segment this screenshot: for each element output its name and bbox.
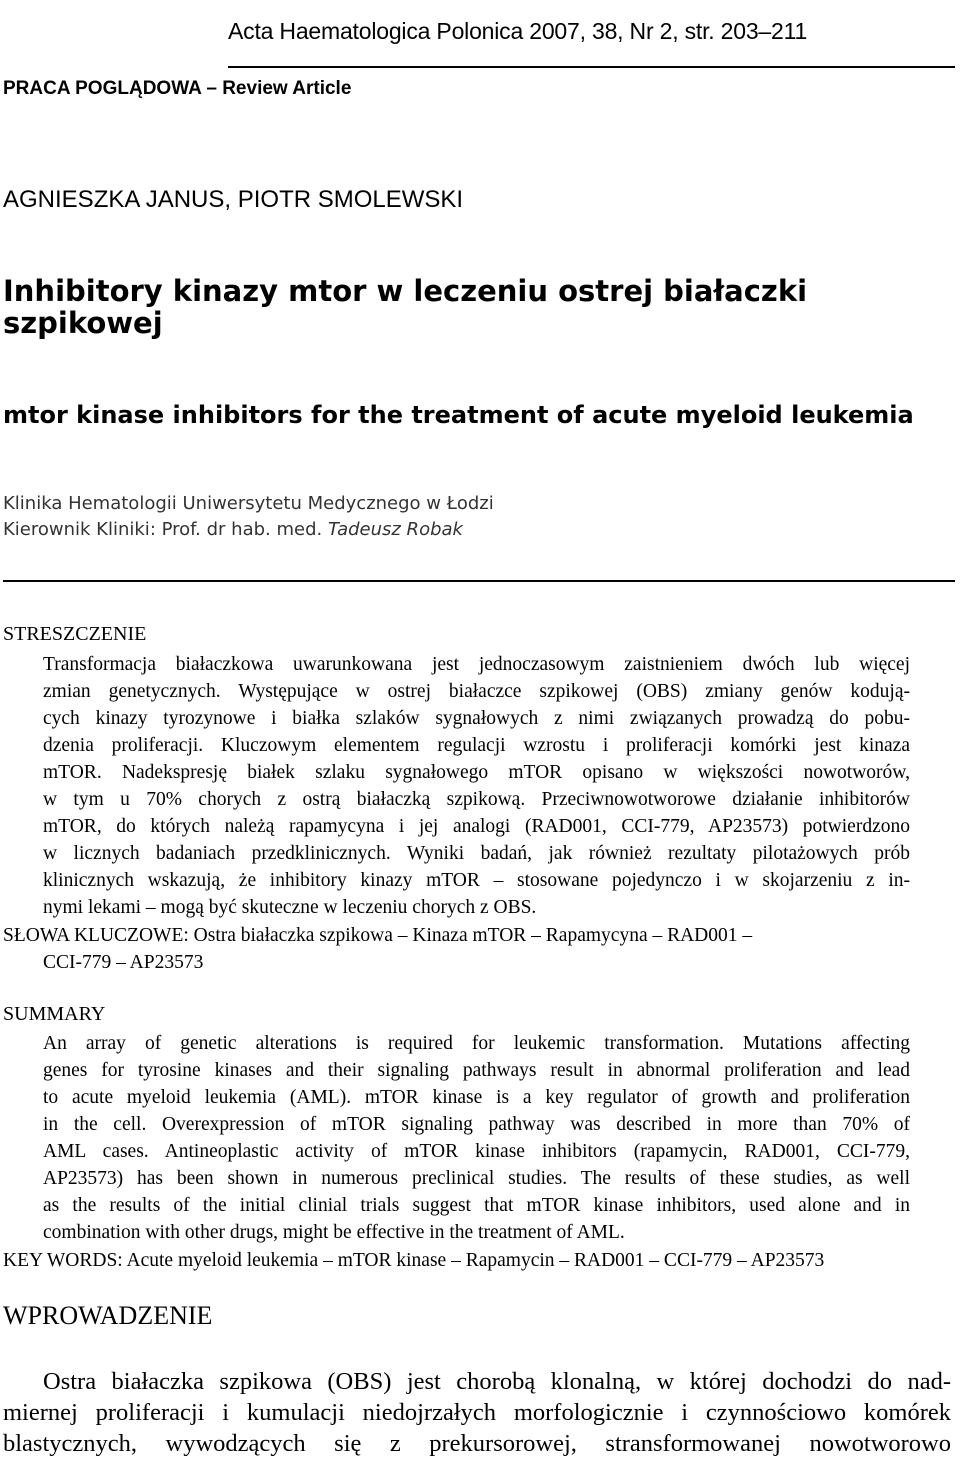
introduction-line: blastycznych, wywodzących się z prekursorowej, stransformowanej nowotworowo	[3, 1430, 951, 1457]
streszczenie-line: dzenia proliferacji. Kluczowym elementem regulacji wzrostu i proliferacji komórki jest kinaza	[43, 735, 910, 756]
keywords-polish	[3, 922, 752, 949]
affiliation-institution: Klinika Hematologii Uniwersytetu Medycznego w Łodzi	[3, 493, 494, 514]
journal-citation: Acta Haematologica Polonica 2007, 38, Nr 2, str. 203–211	[228, 18, 808, 44]
keywords-english	[3, 1247, 824, 1274]
summary-line: as the results of the initial clinial trials suggest that mTOR kinase inhibitors, used alone and in	[43, 1195, 910, 1216]
introduction-line: Ostra białaczka szpikowa (OBS) jest chorobą klonalną, w której dochodzi do nad-	[43, 1368, 951, 1395]
keywords-english-label: KEY WORDS	[3, 1250, 118, 1271]
streszczenie-line: w tym u 70% chorych z ostrą białaczką szpikową. Przeciwnowotworowe działanie inhibitorów	[43, 789, 910, 810]
streszczenie-line: nymi lekami – mogą być skuteczne w leczeniu chorych z OBS.	[43, 897, 537, 918]
streszczenie-body	[43, 651, 910, 921]
introduction-heading: WPROWADZENIE	[3, 1301, 213, 1330]
title-polish: Inhibitory kinazy mtor w leczeniu ostrej białaczki szpikowej	[3, 274, 808, 340]
article-type: PRACA POGLĄDOWA – Review Article	[3, 78, 352, 99]
streszczenie-line: zmian genetycznych. Występujące w ostrej białaczce szpikowej (OBS) zmiany genów kodują-	[43, 681, 910, 702]
keywords-polish-label: SŁOWA KLUCZOWE	[3, 925, 184, 946]
affiliation-rule	[3, 580, 955, 582]
summary-line: to acute myeloid leukemia (AML). mTOR kinase is a key regulator of growth and proliferation	[43, 1087, 910, 1108]
introduction-body	[3, 1366, 951, 1459]
streszczenie-line: Transformacja białaczkowa uwarunkowana jest jednoczasowym zaistnieniem dwóch lub więcej	[43, 654, 910, 675]
streszczenie-line: klinicznych wskazują, że inhibitory kinazy mTOR – stosowane pojedynczo i w skojarzeniu z in-	[43, 870, 910, 891]
keywords-english-text: : Acute myeloid leukemia – mTOR kinase – Rapamycin – RAD001 – CCI-779 – AP23573	[117, 1250, 825, 1271]
affiliation-head-prefix: Kierownik Kliniki: Prof. dr hab. med.	[3, 519, 328, 540]
summary-line: An array of genetic alterations is required for leukemic transformation. Mutations affecting	[43, 1033, 910, 1054]
streszczenie-line: mTOR, do których należą rapamycyna i jej analogi (RAD001, CCI-779, AP23573) potwierdzono	[43, 816, 910, 837]
summary-line: combination with other drugs, might be effective in the treatment of AML.	[43, 1222, 625, 1243]
keywords-polish-text: : Ostra białaczka szpikowa – Kinaza mTOR – Rapamycyna – RAD001 –	[183, 925, 753, 946]
summary-body	[43, 1030, 910, 1246]
keywords-polish-continued: CCI-779 – AP23573	[43, 952, 204, 973]
summary-heading: SUMMARY	[3, 1003, 106, 1025]
affiliation	[3, 491, 494, 543]
affiliation-head-name: Tadeusz Robak	[327, 519, 463, 540]
streszczenie-line: cych kinazy tyrozynowe i białka szlaków sygnałowych z nimi związanych prowadzą do pobu-	[43, 708, 910, 729]
summary-line: AML cases. Antineoplastic activity of mTOR kinase inhibitors (rapamycin, RAD001, CCI-779,	[43, 1141, 910, 1162]
authors: AGNIESZKA JANUS, PIOTR SMOLEWSKI	[3, 186, 464, 213]
affiliation-head	[3, 517, 494, 543]
streszczenie-line: mTOR. Nadekspresję białek szlaku sygnałowego mTOR opisano w większości nowotworów,	[43, 762, 910, 783]
introduction-line: miernej proliferacji i kumulacji niedojrzałych morfologicznie i czynnościowo komórek	[3, 1399, 951, 1426]
streszczenie-heading: STRESZCZENIE	[3, 623, 147, 645]
header-rule	[228, 66, 955, 68]
title-english: mtor kinase inhibitors for the treatment of acute myeloid leukemia	[3, 401, 914, 429]
summary-line: in the cell. Overexpression of mTOR signaling pathway was described in more than 70% of	[43, 1114, 910, 1135]
summary-line: AP23573) has been shown in numerous preclinical studies. The results of these studies, as well	[43, 1168, 910, 1189]
streszczenie-line: w licznych badaniach przedklinicznych. Wyniki badań, jak również rezultaty pilotażowych prób	[43, 843, 910, 864]
summary-line: genes for tyrosine kinases and their signaling pathways result in abnormal proliferation and lead	[43, 1060, 910, 1081]
